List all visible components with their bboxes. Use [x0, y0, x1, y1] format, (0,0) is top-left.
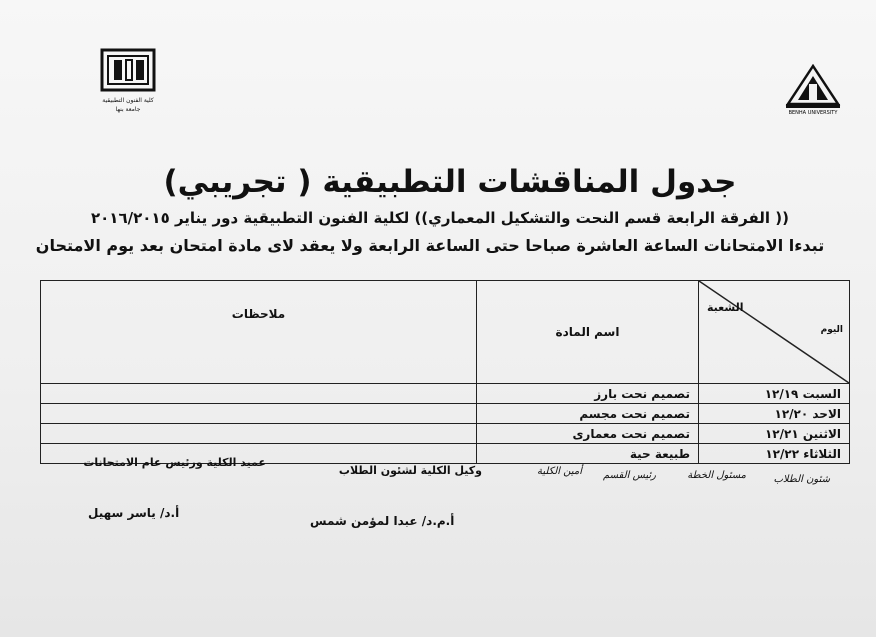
notes-cell [41, 404, 477, 424]
notes-cell [41, 424, 477, 444]
subject-cell: تصميم نحت بارز [477, 384, 699, 404]
signatures-row [40, 456, 850, 486]
university-logo-icon [782, 64, 844, 116]
signature-vice-dean: وكيل الكلية لشئون الطلاب [338, 464, 482, 477]
signature-dean: عميد الكلية ورئيس عام الامتحانات [83, 456, 266, 469]
page-title: جدول المناقشات التطبيقية ( تجريبي) [163, 164, 737, 200]
day-cell: الثلاثاء ١٢/٢٢ [699, 444, 850, 464]
day-cell: السبت ١٢/١٩ [699, 384, 850, 404]
header-shoaba: الشعبة [707, 301, 744, 314]
notes-cell [41, 384, 477, 404]
schedule-table [40, 280, 850, 464]
table-header-row [41, 281, 850, 384]
university-logo-caption: BENHA UNIVERSITY [788, 110, 838, 116]
header-subject: اسم المادة [477, 281, 699, 384]
dean-name: أ.د/ ياسر سهيل [88, 506, 180, 520]
table-row [41, 404, 850, 424]
subject-cell: تصميم نحت معمارى [477, 424, 699, 444]
signature-student-affairs: شئون الطلاب [773, 474, 830, 485]
exam-notice: تبدءا الامتحانات الساعة العاشرة صباحا حتى الساعة الرابعة ولا يعقد لاى مادة امتحان بعد يوم الامتحان [35, 236, 825, 255]
vice-dean-name: أ.م.د/ عبدا لمؤمن شمس [310, 514, 455, 528]
header-day: اليوم [820, 325, 843, 335]
faculty-logo-caption: كلية الفنون التطبيقية جامعة بنها [102, 97, 154, 113]
signature-college-secretary: أمين الكلية [537, 466, 582, 477]
subject-cell: تصميم نحت مجسم [477, 404, 699, 424]
header-notes: ملاحظات [41, 281, 477, 384]
header-day-shoaba-cell [699, 281, 850, 384]
day-cell: الاحد ١٢/٢٠ [699, 404, 850, 424]
table-row [41, 424, 850, 444]
day-cell: الاثنين ١٢/٢١ [699, 424, 850, 444]
subject-cell: طبيعة حية [477, 444, 699, 464]
signature-dept-head: رئيس القسم [602, 470, 656, 481]
signature-plan-officer: مسئول الخطة [687, 470, 746, 481]
subtitle: (( الفرقة الرابعة قسم النحت والتشكيل المعماري)) لكلية الفنون التطبيقية دور يناير ٢٠١٦/٢٠١٥ [91, 209, 789, 227]
table-row [41, 384, 850, 404]
